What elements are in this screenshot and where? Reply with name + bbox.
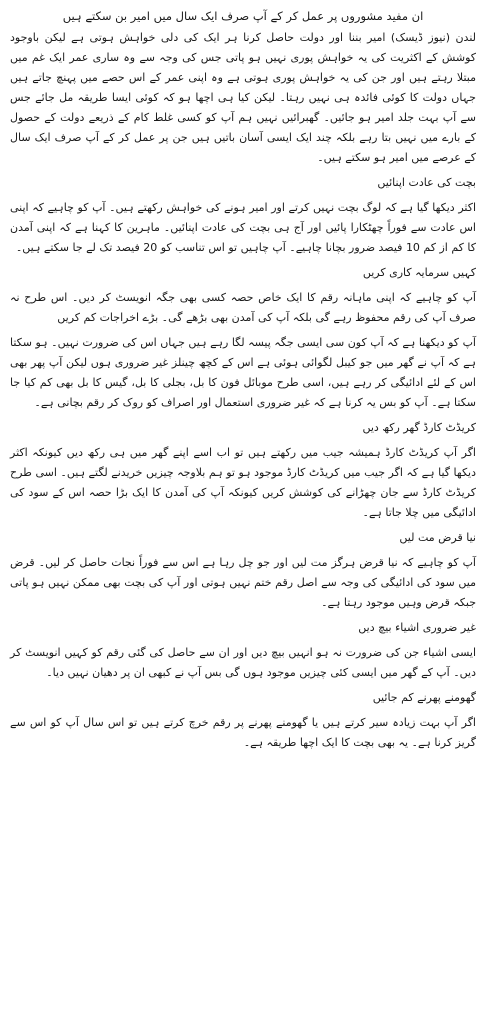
section-heading-savings: بچت کی عادت اپنائیں [377,176,476,189]
section-heading-loans: نیا قرض مت لیں [399,531,476,544]
article-title: ان مفید مشوروں پر عمل کر کے آپ صرف ایک سال میں امیر بن سکتے ہیں [62,9,424,23]
intro-paragraph: لندن (نیوز ڈیسک) امیر بننا اور دولت حاصل کرنا ہر ایک کی دلی خواہش ہوتی ہے لیکن باوجود کوشش کے اکثریت کی یہ خواہش پوری نہیں ہو پاتی جس کی وجہ سے وہ ساری عمر ایک غم میں مبتلا رہتے ہیں اور جن کی یہ خواہش پوری ہوتی ہے وہ اپنی عمر کے اس حصے میں پہنچ جاتے ہیں جہاں دولت کا کوئی فائدہ ہی نہیں رہتا۔ لیکن کیا ہی اچھا ہو کہ کوئی ایسا طریقہ مل جائے جس سے آپ بہت جلد امیر ہو جائیں۔ گھبرائیں نہیں ہم آپ کو کسی غلط کام کے ذریعے دولت کے حصول کے بارے میں نہیں بتا رہے بلکہ چند ایک ایسی آسان باتیں ہیں جن پر عمل کر کے آپ صرف ایک سال کے عرصے میں امیر ہو سکتے ہیں۔ [10,31,476,164]
section-body-expenses: آپ کو دیکھنا ہے کہ آپ کون سی ایسی جگہ پیسہ لگا رہے ہیں جہاں اس کی ضرورت نہیں۔ ہو سکتا ہے کہ آپ نے گھر میں جو کیبل لگوائی ہوئی ہے اس کے کچھ چینلز غیر ضروری ہوں لیکن آپ پھر بھی اس کے لئے ادائیگی کر رہے ہیں، اسی طرح موبائل فون کا بل، بجلی کا بل، گیس کا بل بھی کم کیا جا سکتا ہے۔ آپ کو بس یہ کرنا ہے کہ غیر ضروری استعمال اور اصراف کو روک کر رقم بچانی ہے۔ [10,336,476,409]
section-heading-travel: گھومنے پھرنے کم جائیں [372,691,476,704]
section-body-sell-items: ایسی اشیاء جن کی ضرورت نہ ہو انہیں بیچ دیں اور ان سے حاصل کی گئی رقم کو کہیں انویسٹ کر دیں۔ آپ کے گھر میں ایسی کئی چیزیں موجود ہوں گی بس آپ نے کبھی ان پر دھیان نہیں دیا۔ [10,646,476,679]
section-body-travel: اگر آپ بہت زیادہ سیر کرتے ہیں یا گھومنے پھرنے پر رقم خرچ کرتے ہیں تو اس سال آپ کو اس سے گریز کرنا ہے۔ یہ بھی بچت کا ایک اچھا طریقہ ہے۔ [10,716,476,749]
section-body-investment: آپ کو چاہیے کہ اپنی ماہانہ رقم کا ایک خاص حصہ کسی بھی جگہ انویسٹ کر دیں۔ اس طرح نہ صرف آپ کی رقم محفوظ رہے گی بلکہ آپ کی آمدن بھی بڑھے گی۔ بڑے اخراجات کم کریں [10,291,476,324]
section-heading-investment: کہیں سرمایہ کاری کریں [362,266,476,279]
section-heading-sell-items: غیر ضروری اشیاء بیچ دیں [358,621,476,634]
section-body-credit-card: اگر آپ کریڈٹ کارڈ ہمیشہ جیب میں رکھتے ہیں تو اب اسے اپنے گھر میں ہی رکھ دیں کیونکہ اکثر دیکھا گیا ہے کہ اگر جیب میں کریڈٹ کارڈ موجود ہو تو ہم بلاوجہ چیزیں خریدنے لگتے ہیں۔ اسی طرح کریڈٹ کارڈ سے جان چھڑانے کی کوشش کریں کیونکہ آپ کی آمدن کا ایک بڑا حصہ اس کے سود کی ادائیگی میں چلا جاتا ہے۔ [10,446,476,519]
section-heading-credit-card: کریڈٹ کارڈ گھر رکھ دیں [362,421,476,434]
section-body-savings: اکثر دیکھا گیا ہے کہ لوگ بچت نہیں کرتے اور امیر ہونے کی خواہش رکھتے ہیں۔ آپ کو چاہیے کہ اپنی اس عادت سے فوراً چھٹکارا پائیں اور آج ہی بچت کی عادت اپنائیں۔ ماہرین کا کہنا ہے کہ اپنی آمدن کا کم از کم 10 فیصد ضرور بچانا چاہیے۔ آپ چاہیں تو اس تناسب کو 20 فیصد تک لے جا سکتے ہیں۔ [10,201,476,254]
section-body-loans: آپ کو چاہیے کہ نیا قرض ہرگز مت لیں اور جو چل رہا ہے اس سے فوراً نجات حاصل کر لیں۔ قرض میں سود کی ادائیگی کی وجہ سے اصل رقم ختم نہیں ہوتی اور آپ کی بچت بھی ممکن نہیں ہو پاتی جبکہ قرض وہیں موجود رہتا ہے۔ [10,556,476,609]
